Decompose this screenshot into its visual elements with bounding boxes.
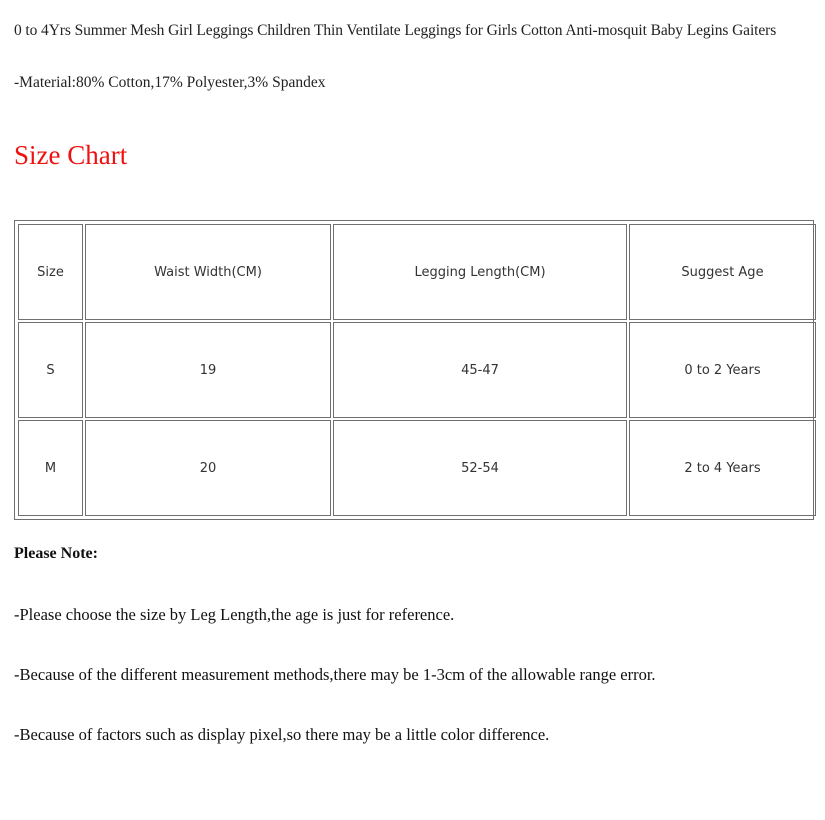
note-item: -Please choose the size by Leg Length,the age is just for reference.: [14, 605, 455, 624]
table-row: [18, 322, 816, 418]
cell-size: S: [18, 322, 83, 418]
cell-suggest-age: 0 to 2 Years: [629, 322, 816, 418]
size-chart-table-frame: [14, 220, 814, 520]
header-legging-length: Legging Length(CM): [333, 224, 627, 320]
note-item: -Because of the different measurement methods,there may be 1-3cm of the allowable range error.: [14, 665, 656, 684]
table-header-row: [18, 224, 816, 320]
cell-waist-width: 19: [85, 322, 331, 418]
header-suggest-age: Suggest Age: [629, 224, 816, 320]
note-heading: Please Note:: [14, 545, 98, 562]
size-chart-heading: Size Chart: [14, 140, 128, 170]
header-size: Size: [18, 224, 83, 320]
cell-legging-length: 52-54: [333, 420, 627, 516]
cell-size: M: [18, 420, 83, 516]
size-chart-table: [16, 222, 818, 518]
header-waist-width: Waist Width(CM): [85, 224, 331, 320]
note-item: -Because of factors such as display pixel,so there may be a little color difference.: [14, 725, 550, 744]
cell-legging-length: 45-47: [333, 322, 627, 418]
cell-suggest-age: 2 to 4 Years: [629, 420, 816, 516]
material-info: -Material:80% Cotton,17% Polyester,3% Spandex: [14, 74, 326, 91]
product-title: 0 to 4Yrs Summer Mesh Girl Leggings Children Thin Ventilate Leggings for Girls Cotton Anti-mosquit Baby Legins Gaiters: [14, 22, 777, 39]
cell-waist-width: 20: [85, 420, 331, 516]
table-row: [18, 420, 816, 516]
